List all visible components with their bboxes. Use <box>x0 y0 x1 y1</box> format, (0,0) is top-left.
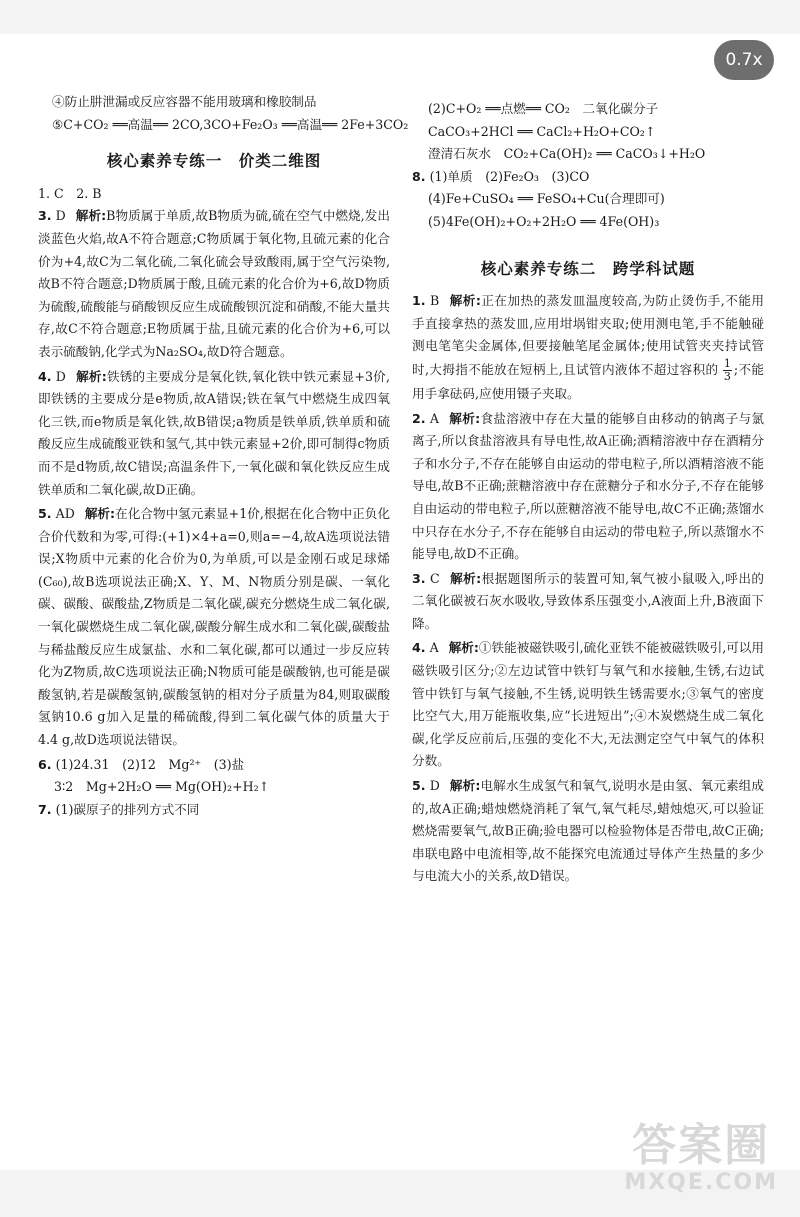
r-q2-text: 食盐溶液中存在大量的能够自由移动的钠离子与氯离子,所以食盐溶液具有导电性,故A正确;酒精溶液中存在酒精分子和水分子,不存在能够自由运动的带电粒子,所以酒精溶液不能导电,故B不正确;蔗糖溶液中存在蔗糖分子和水分子,不存在能够自由运动的带电粒子,所以蔗糖溶液不能导电,故C不正确;蒸馏水中只存在水分子,不存在能够自由运动的带电粒子,所以蒸馏水不能导电,故D不正确。 <box>412 410 764 562</box>
q3-label: 解析: <box>75 208 107 224</box>
answer-q8 <box>412 166 764 234</box>
site-watermark <box>624 1122 778 1196</box>
q3-text: B物质属于单质,故B物质为硫,硫在空气中燃烧,发出淡蓝色火焰,故A不符合题意;C物质属于氧化物,且硫元素的化合价为+4,故C为二氧化硫,二氧化硫会导致酸雨,属于空气污染物,故B不符合题意;D物质属于酸,且硫元素的化合价为+6,故D物质为硫酸,硫酸能与硝酸钡反应生成硫酸钡沉淀和硝酸,不能大量共存,故C不符合题意;E物质属于盐,且硫元素的化合价为+6,可以表示硫酸钠,化学式为Na₂SO₄,故D符合题意。 <box>38 208 390 359</box>
section1-title: 核心素养专练一 价类二维图 <box>106 152 322 171</box>
r-q3-number: 3. <box>412 570 426 586</box>
r-q4-text: ①铁能被磁铁吸引,硫化亚铁不能被磁铁吸引,可以用磁铁吸引区分;②左边试管中铁钉与氧气和水接触,生锈,右边试管中铁钉与氧气接触,不生锈,说明铁生锈需要水;③氧气的密度比空气大,用万能瓶收集,应“长进短出”;④木炭燃烧生成二氧化碳,化学反应前后,压强的变化不大,无法测定空气中氧气的体积分数。 <box>412 640 764 769</box>
watermark-logo-text: 答案圈 <box>632 1120 771 1171</box>
q6-line2: 3∶2 Mg+2H₂O ══ Mg(OH)₂+H₂↑ <box>54 779 270 795</box>
q3-answer: D <box>55 208 66 224</box>
q8-number: 8. <box>412 168 426 184</box>
r-q1-number: 1. <box>412 293 426 309</box>
r-q3-text: 根据题图所示的装置可知,氧气被小鼠吸入,呼出的二氧化碳被石灰水吸收,导致体系压强变小,A液面上升,B液面下降。 <box>412 570 764 631</box>
r-q4-label: 解析: <box>448 640 479 656</box>
answer-q6 <box>38 754 390 799</box>
q4-label: 解析: <box>75 368 107 384</box>
q5-number: 5. <box>38 506 52 522</box>
q4-number: 4. <box>38 368 52 384</box>
zoom-label: 0.7x <box>725 50 763 70</box>
frac-denominator: 3 <box>723 369 731 383</box>
right-column <box>412 98 764 888</box>
frac-numerator: 1 <box>723 356 731 370</box>
answer-q7 <box>38 799 390 822</box>
watermark-url: MXQE.COM <box>624 1170 778 1195</box>
r-q2-label: 解析: <box>448 410 481 426</box>
q7-number: 7. <box>38 801 52 817</box>
left-top-line-2: ⑤C+CO₂ ══高温══ 2CO,3CO+Fe₂O₃ ══高温══ 2Fe+3CO₂ <box>52 116 409 132</box>
answer-r-q5 <box>412 775 764 888</box>
left-top-line-1: ④防止肼泄漏或反应容器不能用玻璃和橡胶制品 <box>52 94 317 109</box>
right-top-line-2: CaCO₃+2HCl ══ CaCl₂+H₂O+CO₂↑ <box>428 123 656 139</box>
answer-q4 <box>38 366 390 502</box>
q7-line1: (1)碳原子的排列方式不同 <box>55 801 200 817</box>
q5-label: 解析: <box>84 506 116 522</box>
right-top-line-3: 澄清石灰水 CO₂+Ca(OH)₂ ══ CaCO₃↓+H₂O <box>428 146 706 162</box>
answer-r-q1 <box>412 290 764 405</box>
r-q5-label: 解析: <box>449 778 481 794</box>
r-q1-label: 解析: <box>449 293 481 309</box>
r-q5-answer: D <box>429 778 440 794</box>
left-column <box>38 91 409 821</box>
q6-line1: (1)24.31 (2)12 Mg²⁺ (3)盐 <box>55 756 245 772</box>
q3-number: 3. <box>38 208 52 224</box>
r-q2-answer: A <box>429 410 439 426</box>
q8-line2: (4)Fe+CuSO₄ ══ FeSO₄+Cu(合理即可) <box>428 191 665 207</box>
q5-answer: AD <box>55 506 75 522</box>
right-top-line-1: (2)C+O₂ ══点燃══ CO₂ 二氧化碳分子 <box>428 101 659 116</box>
top-bar <box>0 0 800 34</box>
answer-r-q3 <box>412 568 764 636</box>
answer-q1-q2: 1. C 2. B <box>38 185 102 201</box>
fraction-one-third <box>723 358 732 383</box>
r-q1-answer: B <box>430 293 440 309</box>
r-q2-number: 2. <box>412 410 426 426</box>
r-q3-answer: C <box>430 570 440 586</box>
r-q3-label: 解析: <box>449 570 482 586</box>
r-q1-text-after: ;不能用手拿砝码,应使用镊子夹取。 <box>412 361 764 401</box>
q8-line3: (5)4Fe(OH)₂+O₂+2H₂O ══ 4Fe(OH)₃ <box>428 213 660 229</box>
r-q4-number: 4. <box>412 640 426 656</box>
answer-r-q2 <box>412 408 764 566</box>
r-q5-number: 5. <box>412 778 426 794</box>
zoom-indicator[interactable] <box>714 40 774 80</box>
q4-answer: D <box>55 368 66 384</box>
answer-q3 <box>38 205 390 363</box>
r-q4-answer: A <box>429 640 439 656</box>
r-q5-text: 电解水生成氢气和氧气,说明水是由氢、氧元素组成的,故A正确;蜡烛燃烧消耗了氧气,氧气耗尽,蜡烛熄灭,可以验证燃烧需要氧气,故B正确;验电器可以检验物体是否带电,故C正确;串联电路中电流相等,故不能探究电流通过导体产生热量的多少与电流大小的关系,故D错误。 <box>412 778 764 884</box>
q4-text: 铁锈的主要成分是氧化铁,氧化铁中铁元素显+3价,即铁锈的主要成分是e物质,故A错误;铁在氧气中燃烧生成四氧化三铁,而e物质是氧化铁,故B错误;a物质是铁单质,铁单质和硫酸反应生成硫酸亚铁和氢气,其中铁元素显+2价,即可制得c物质而不是d物质,故C错误;高温条件下,一氧化碳和氧化铁反应生成铁单质和二氧化碳,故D正确。 <box>38 368 390 497</box>
q6-number: 6. <box>38 756 52 772</box>
r-q1-text: 正在加热的蒸发皿温度较高,为防止烫伤手,不能用手直接拿热的蒸发皿,应用坩埚钳夹取;使用测电笔,手不能触碰测电笔笔尖金属体,但要接触笔尾金属体;使用试管夹夹持试管时,大拇指不能放在短柄上,且试管内液体不超过容积的 <box>412 293 764 377</box>
q5-text: 在化合物中氢元素显+1价,根据在化合物中正负化合价代数和为零,可得:(+1)×4+a=0,则a=−4,故A选项说法错误;X物质中元素的化合价为0,为单质,可以是金刚石或足球烯(C₆₀),故B选项说法正确;X、Y、M、N物质分别是碳、一氧化碳、碳酸、碳酸盐,Z物质是二氧化碳,碳充分燃烧生成二氧化碳,一氧化碳燃烧生成二氧化碳,碳酸分解生成水和二氧化碳,碳酸盐与稀盐酸反应生成氯盐、水和二氧化碳,都可以通过一步反应转化为Z物质,故C选项说法正确;N物质可能是碳酸钠,也可能是碳酸氢钠,若是碳酸氢钠,碳酸氢钠的相对分子质量为84,则取碳酸氢钠10.6 g加入足量的稀硫酸,得到二氧化碳气体的质量大于4.4 g,故D选项说法错误。 <box>38 506 390 748</box>
answer-r-q4 <box>412 637 764 773</box>
section2-title: 核心素养专练二 跨学科试题 <box>480 259 696 278</box>
answer-q5 <box>38 503 390 752</box>
q8-line1: (1)单质 (2)Fe₂O₃ (3)CO <box>429 168 590 184</box>
